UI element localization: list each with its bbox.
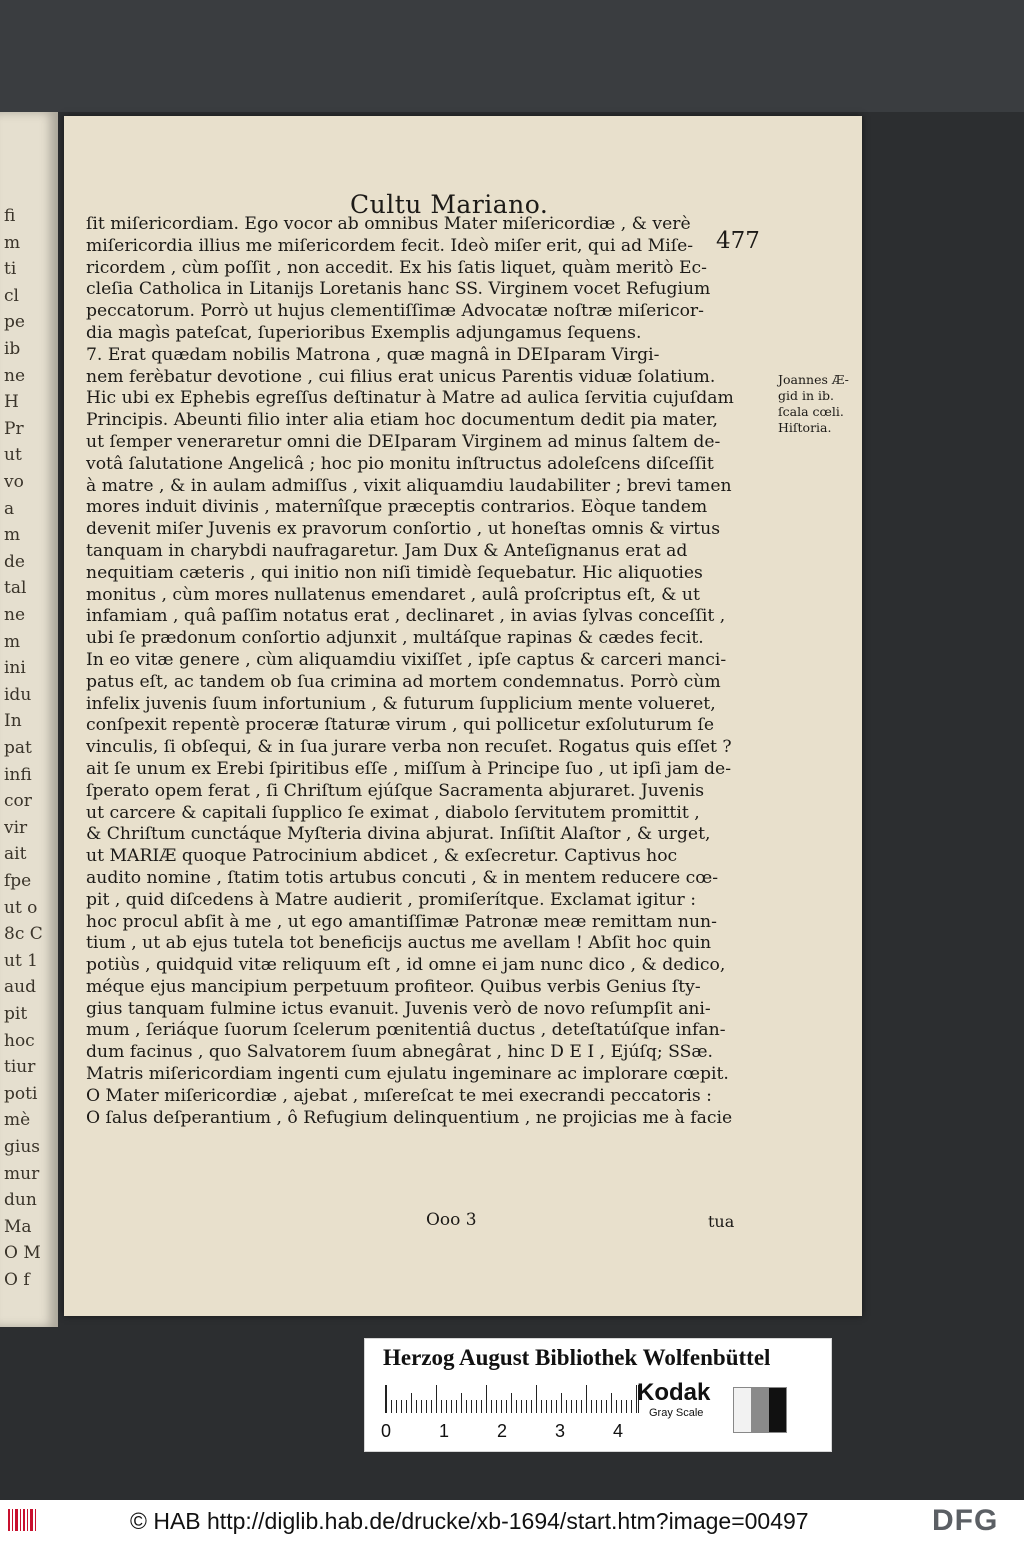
ruler-tick	[421, 1400, 422, 1413]
ruler-tick	[621, 1400, 622, 1413]
margin-note	[778, 372, 849, 436]
previous-page-fragment: m	[4, 525, 21, 546]
ruler-tick	[396, 1400, 397, 1413]
ruler-tick	[501, 1400, 502, 1413]
previous-page-fragment: vir	[4, 817, 28, 838]
ruler-tick	[491, 1400, 492, 1413]
text-line: In eo vitæ genere , cùm aliquamdiu vixiſſet , ipſe captus & carceri manci-	[86, 649, 727, 670]
previous-page-fragment: cl	[4, 285, 19, 306]
text-line: & Chriſtum cunctáque Myſteria divina abjurat. Inſiſtit Alaſtor , & urget,	[86, 824, 711, 845]
previous-page-fragment: ut o	[4, 897, 38, 918]
previous-page-fragment: ti	[4, 259, 17, 280]
previous-page-fragment: ait	[4, 844, 27, 865]
ruler-label: 2	[497, 1421, 508, 1441]
ruler-tick	[541, 1400, 542, 1413]
text-line: mores induit divinis , maternîſque præceptis contrarios. Eòque tandem	[86, 497, 708, 518]
previous-page-fragment: ut	[4, 445, 22, 466]
ruler-tick	[551, 1400, 552, 1413]
ruler-tick	[626, 1400, 627, 1413]
text-line: ait ſe unum ex Erebi ſpiritibus eſſe , miſſum à Principe ſuo , ut ipſi jam de-	[86, 758, 732, 779]
text-line: Hic ubi ex Ephebis egreſſus deſtinatur à Matre ad aulica ſervitia cujuſdam	[86, 388, 734, 409]
ruler-scale	[385, 1385, 639, 1413]
text-line: monitus , cùm mores nullatenus emendaret , aulâ proſcriptus eſt, & ut	[86, 584, 700, 605]
previous-page-fragment: m	[4, 631, 21, 652]
ruler-tick	[526, 1400, 527, 1413]
previous-page-fragment: m	[4, 232, 21, 253]
previous-page-fragment: hoc	[4, 1030, 35, 1051]
previous-page-fragment: mur	[4, 1163, 40, 1184]
text-line: 7. Erat quædam nobilis Matrona , quæ magnâ in DEIparam Virgi-	[86, 344, 660, 365]
previous-page-fragment: idu	[4, 684, 32, 705]
ruler-tick	[496, 1400, 497, 1413]
ruler-tick	[591, 1400, 592, 1413]
ruler-tick	[461, 1393, 462, 1413]
text-line: infamiam , quâ paſſim notatus erat , declinaret , in avias ſylvas conceſſit ,	[86, 606, 726, 627]
previous-page-fragment: O f	[4, 1270, 30, 1290]
ruler-tick	[536, 1385, 537, 1413]
previous-page-fragment: vo	[4, 472, 24, 492]
text-line: gius tanquam fulmine ictus evanuit. Juvenis verò de novo reſumpſit ani-	[86, 998, 711, 1019]
text-line: conſpexit repentè proceræ ſtaturæ virum , qui pollicetur exſoluturum ſe	[86, 715, 715, 736]
ruler-tick	[546, 1400, 547, 1413]
previous-page-fragment: ne	[4, 605, 26, 625]
text-line: Principis. Abeunti filio inter alia etiam hoc documentum dedit pia mater,	[86, 410, 718, 431]
ruler-tick	[441, 1400, 442, 1413]
text-line: ut ſemper veneraretur omni die DEIparam Virginem ad minus ſaltem de-	[86, 431, 721, 452]
previous-page-fragment: ini	[4, 658, 26, 679]
text-line: ut carcere & capitali ſupplico ſe eximat , diabolo ſervitutem promittit ,	[86, 802, 700, 823]
text-line: Matris miſericordiam ingenti cum ejulatu ingeminare ac implorare cœpit.	[86, 1064, 729, 1085]
ruler-tick	[446, 1400, 447, 1413]
ruler-tick	[466, 1400, 467, 1413]
text-line: pit , quid diſcedens à Matre audierit , promiſerítque. Exclamat igitur :	[86, 889, 696, 910]
previous-page-fragment: ut 1	[4, 950, 38, 971]
library-name: Herzog August Bibliothek Wolfenbüttel	[383, 1345, 771, 1370]
text-line: dia magìs pateſcat, ſuperioribus Exemplis adjungamus ſequens.	[86, 322, 642, 343]
ruler-label: 3	[555, 1421, 566, 1441]
ruler-tick	[406, 1400, 407, 1413]
text-line: patus eſt, ac tandem ob ſua crimina ad mortem condemnatus. Porrò cùm	[86, 671, 721, 692]
previous-page-sliver	[0, 112, 58, 1327]
previous-page-fragment: Pr	[4, 418, 24, 439]
ruler-tick	[581, 1400, 582, 1413]
previous-page-fragment: O M	[4, 1243, 41, 1264]
ruler-tick	[431, 1400, 432, 1413]
text-line: O ſalus deſperantium , ô Refugium delinquentium , ne projicias me à facie	[86, 1107, 733, 1128]
text-line: tanquam in charybdi naufragaretur. Jam Dux & Anteſignanus erat ad	[86, 540, 688, 561]
previous-page-fragment: ne	[4, 365, 26, 386]
text-line: miſericordia illius me miſericordem fecit. Ideò miſer erit, qui ad Miſe-	[86, 235, 694, 256]
text-line: potiùs , quidquid vitæ reliquum eſt , id omne ei jam nunc dico , & dedico,	[86, 955, 726, 976]
text-line: à matre , & in aulam admiſſus , vixit aliquamdiu laudabiliter ; brevi tamen	[86, 475, 732, 496]
ruler-tick	[436, 1385, 437, 1413]
previous-page-fragment: mè	[4, 1110, 31, 1131]
page-number: 477	[716, 228, 760, 254]
ruler-tick	[616, 1400, 617, 1413]
previous-page-fragment: gius	[4, 1137, 40, 1157]
ruler-tick	[426, 1400, 427, 1413]
previous-page-fragment: aud	[4, 977, 36, 998]
text-line: O Mater miſericordiæ , ajebat , mıſereſcat te mei execrandi peccatoris :	[86, 1085, 712, 1106]
text-line: dum facinus , quo Salvatorem ſuum abnegârat , hinc D E I , Ejúſq; SSæ.	[86, 1042, 714, 1063]
signature-mark: Ooo 3	[426, 1210, 477, 1230]
previous-page-fragment: tiur	[4, 1057, 36, 1078]
text-line: nem ferèbatur devotione , cui filius erat unicus Parentis viduæ ſolatium.	[86, 366, 716, 387]
margin-note-line: gid in ib.	[778, 388, 834, 403]
ruler-tick	[606, 1400, 607, 1413]
body-text	[86, 214, 776, 1129]
ruler-tick	[511, 1393, 512, 1413]
ruler-tick	[586, 1385, 587, 1413]
ruler-label: 1	[439, 1421, 450, 1441]
previous-page-fragment: pe	[4, 312, 25, 333]
ruler-tick	[506, 1400, 507, 1413]
text-line: méque ejus mancipium perpetuum profiteor. Quibus verbis Genius ſty-	[86, 976, 701, 997]
previous-page-fragment: 8c C	[4, 924, 43, 945]
ruler-label: 4	[613, 1421, 624, 1441]
previous-page-fragment: cor	[4, 791, 32, 812]
footer-bar	[0, 1500, 1024, 1541]
text-line: ricordem , cùm poſſit , non accedit. Ex his ſatis liquet, quàm meritò Ec-	[86, 257, 707, 278]
gray-patch	[769, 1388, 786, 1432]
ruler-tick	[391, 1400, 392, 1413]
ruler-tick	[611, 1393, 612, 1413]
ruler-tick	[601, 1400, 602, 1413]
ruler-tick	[561, 1393, 562, 1413]
catchword: tua	[708, 1212, 735, 1231]
text-line: hoc procul abſit à me , ut ego amantiſſimæ Patronæ meæ remittam nun-	[86, 911, 717, 932]
text-line: mum , ſeriáque ſuorum ſcelerum pœnitentiâ ductus , deteſtatúſque infan-	[86, 1020, 726, 1041]
ruler-tick	[566, 1400, 567, 1413]
ruler-tick	[471, 1400, 472, 1413]
text-line: vinculis, ſi obſequi, & in ſua jurare verba non recuſet. Rogatus quis eſſet ?	[86, 737, 732, 758]
ruler-tick	[516, 1400, 517, 1413]
text-line: cleſia Catholica in Litanijs Loretanis hanc SS. Virginem vocet Refugium	[86, 279, 711, 300]
previous-page-fragment: dun	[4, 1190, 37, 1211]
previous-page-fragment: fi	[4, 206, 16, 226]
ruler-tick	[416, 1400, 417, 1413]
text-line: audito nomine , ſtatim totis artubus concuti , & in mentem reducere cœ-	[86, 867, 719, 888]
text-line: infelix juvenis ſuum infortunium , & futurum ſupplicium mente volueret,	[86, 693, 716, 714]
previous-page-fragment: de	[4, 551, 25, 572]
ruler-labels	[379, 1421, 649, 1443]
ruler-tick	[476, 1400, 477, 1413]
text-line: ubi ſe prædonum conſortio adjunxit , multáſque rapinas & cædes fecit.	[86, 628, 704, 649]
ruler-tick	[576, 1400, 577, 1413]
ruler-tick	[456, 1400, 457, 1413]
scan-background	[0, 0, 1024, 112]
gray-patch	[751, 1388, 768, 1432]
ruler-tick	[531, 1400, 532, 1413]
text-line: ut MARIÆ quoque Patrocinium abdicet , & exſecretur. Captivus hoc	[86, 846, 678, 867]
footer-link-text[interactable]: © HAB http://diglib.hab.de/drucke/xb-1694/start.htm?image=00497	[130, 1508, 809, 1534]
previous-page-fragment: Ma	[4, 1216, 32, 1237]
ruler-tick	[486, 1385, 487, 1413]
text-line: votâ ſalutatione Angelicâ ; hoc pio monitu inſtructus adoleſcens diſceſſit	[86, 453, 714, 474]
ruler-label: 0	[381, 1421, 392, 1441]
running-head: Cultu Mariano.	[350, 190, 549, 219]
text-line: peccatorum. Porrò ut hujus clementiſſimæ Advocatæ noſtræ miſericor-	[86, 301, 704, 322]
previous-page-fragment: a	[4, 498, 15, 519]
text-line: ſperato opem ferat , ſi Chriſtum ejúſque Sacramenta abjuraret. Juvenis	[86, 780, 705, 801]
previous-page-fragment: H	[4, 392, 19, 413]
text-line: tium , ut ab ejus tutela tot beneficijs auctus me avellam ! Abſit hoc quin	[86, 933, 712, 954]
text-line: devenit miſer Juvenis ex pravorum conſortio , ut honeſtas omnis & virtus	[86, 519, 721, 540]
previous-page-fragment: tal	[4, 578, 27, 599]
barcode-icon	[6, 1506, 38, 1534]
previous-page-fragment: poti	[4, 1083, 38, 1104]
text-line: nequitiam cæteris , qui initio non niſi timidè ſequebatur. Hic aliquoties	[86, 562, 703, 583]
color-target-card	[364, 1338, 832, 1452]
previous-page-fragment: infi	[4, 764, 32, 785]
previous-page-fragment: pat	[4, 738, 32, 758]
ruler-tick	[411, 1393, 412, 1413]
text-line: ſit miſericordiam. Ego vocor ab omnibus Mater miſericordiæ , & verè	[86, 214, 691, 234]
margin-note-line: Joannes Æ-	[778, 372, 849, 387]
ruler-tick	[521, 1400, 522, 1413]
ruler-tick	[386, 1385, 387, 1413]
kodak-subtitle: Gray Scale	[649, 1407, 704, 1419]
previous-page-fragment: pit	[4, 1004, 28, 1024]
previous-page-fragment: In	[4, 711, 22, 732]
kodak-logo: Kodak	[637, 1379, 711, 1406]
previous-page-fragment: ib	[4, 339, 21, 359]
margin-note-line: Hiſtoria.	[778, 420, 832, 435]
ruler-tick	[571, 1400, 572, 1413]
dfg-logo: DFG	[932, 1504, 999, 1537]
previous-page-fragment: fpe	[4, 871, 32, 891]
ruler-tick	[401, 1400, 402, 1413]
ruler-tick	[596, 1400, 597, 1413]
gray-scale-patches	[733, 1387, 787, 1433]
gray-patch	[734, 1388, 751, 1432]
ruler-tick	[451, 1400, 452, 1413]
ruler-tick	[481, 1400, 482, 1413]
ruler-tick	[556, 1400, 557, 1413]
margin-note-line: ſcala cœli.	[778, 404, 844, 419]
ruler-tick	[631, 1400, 632, 1413]
